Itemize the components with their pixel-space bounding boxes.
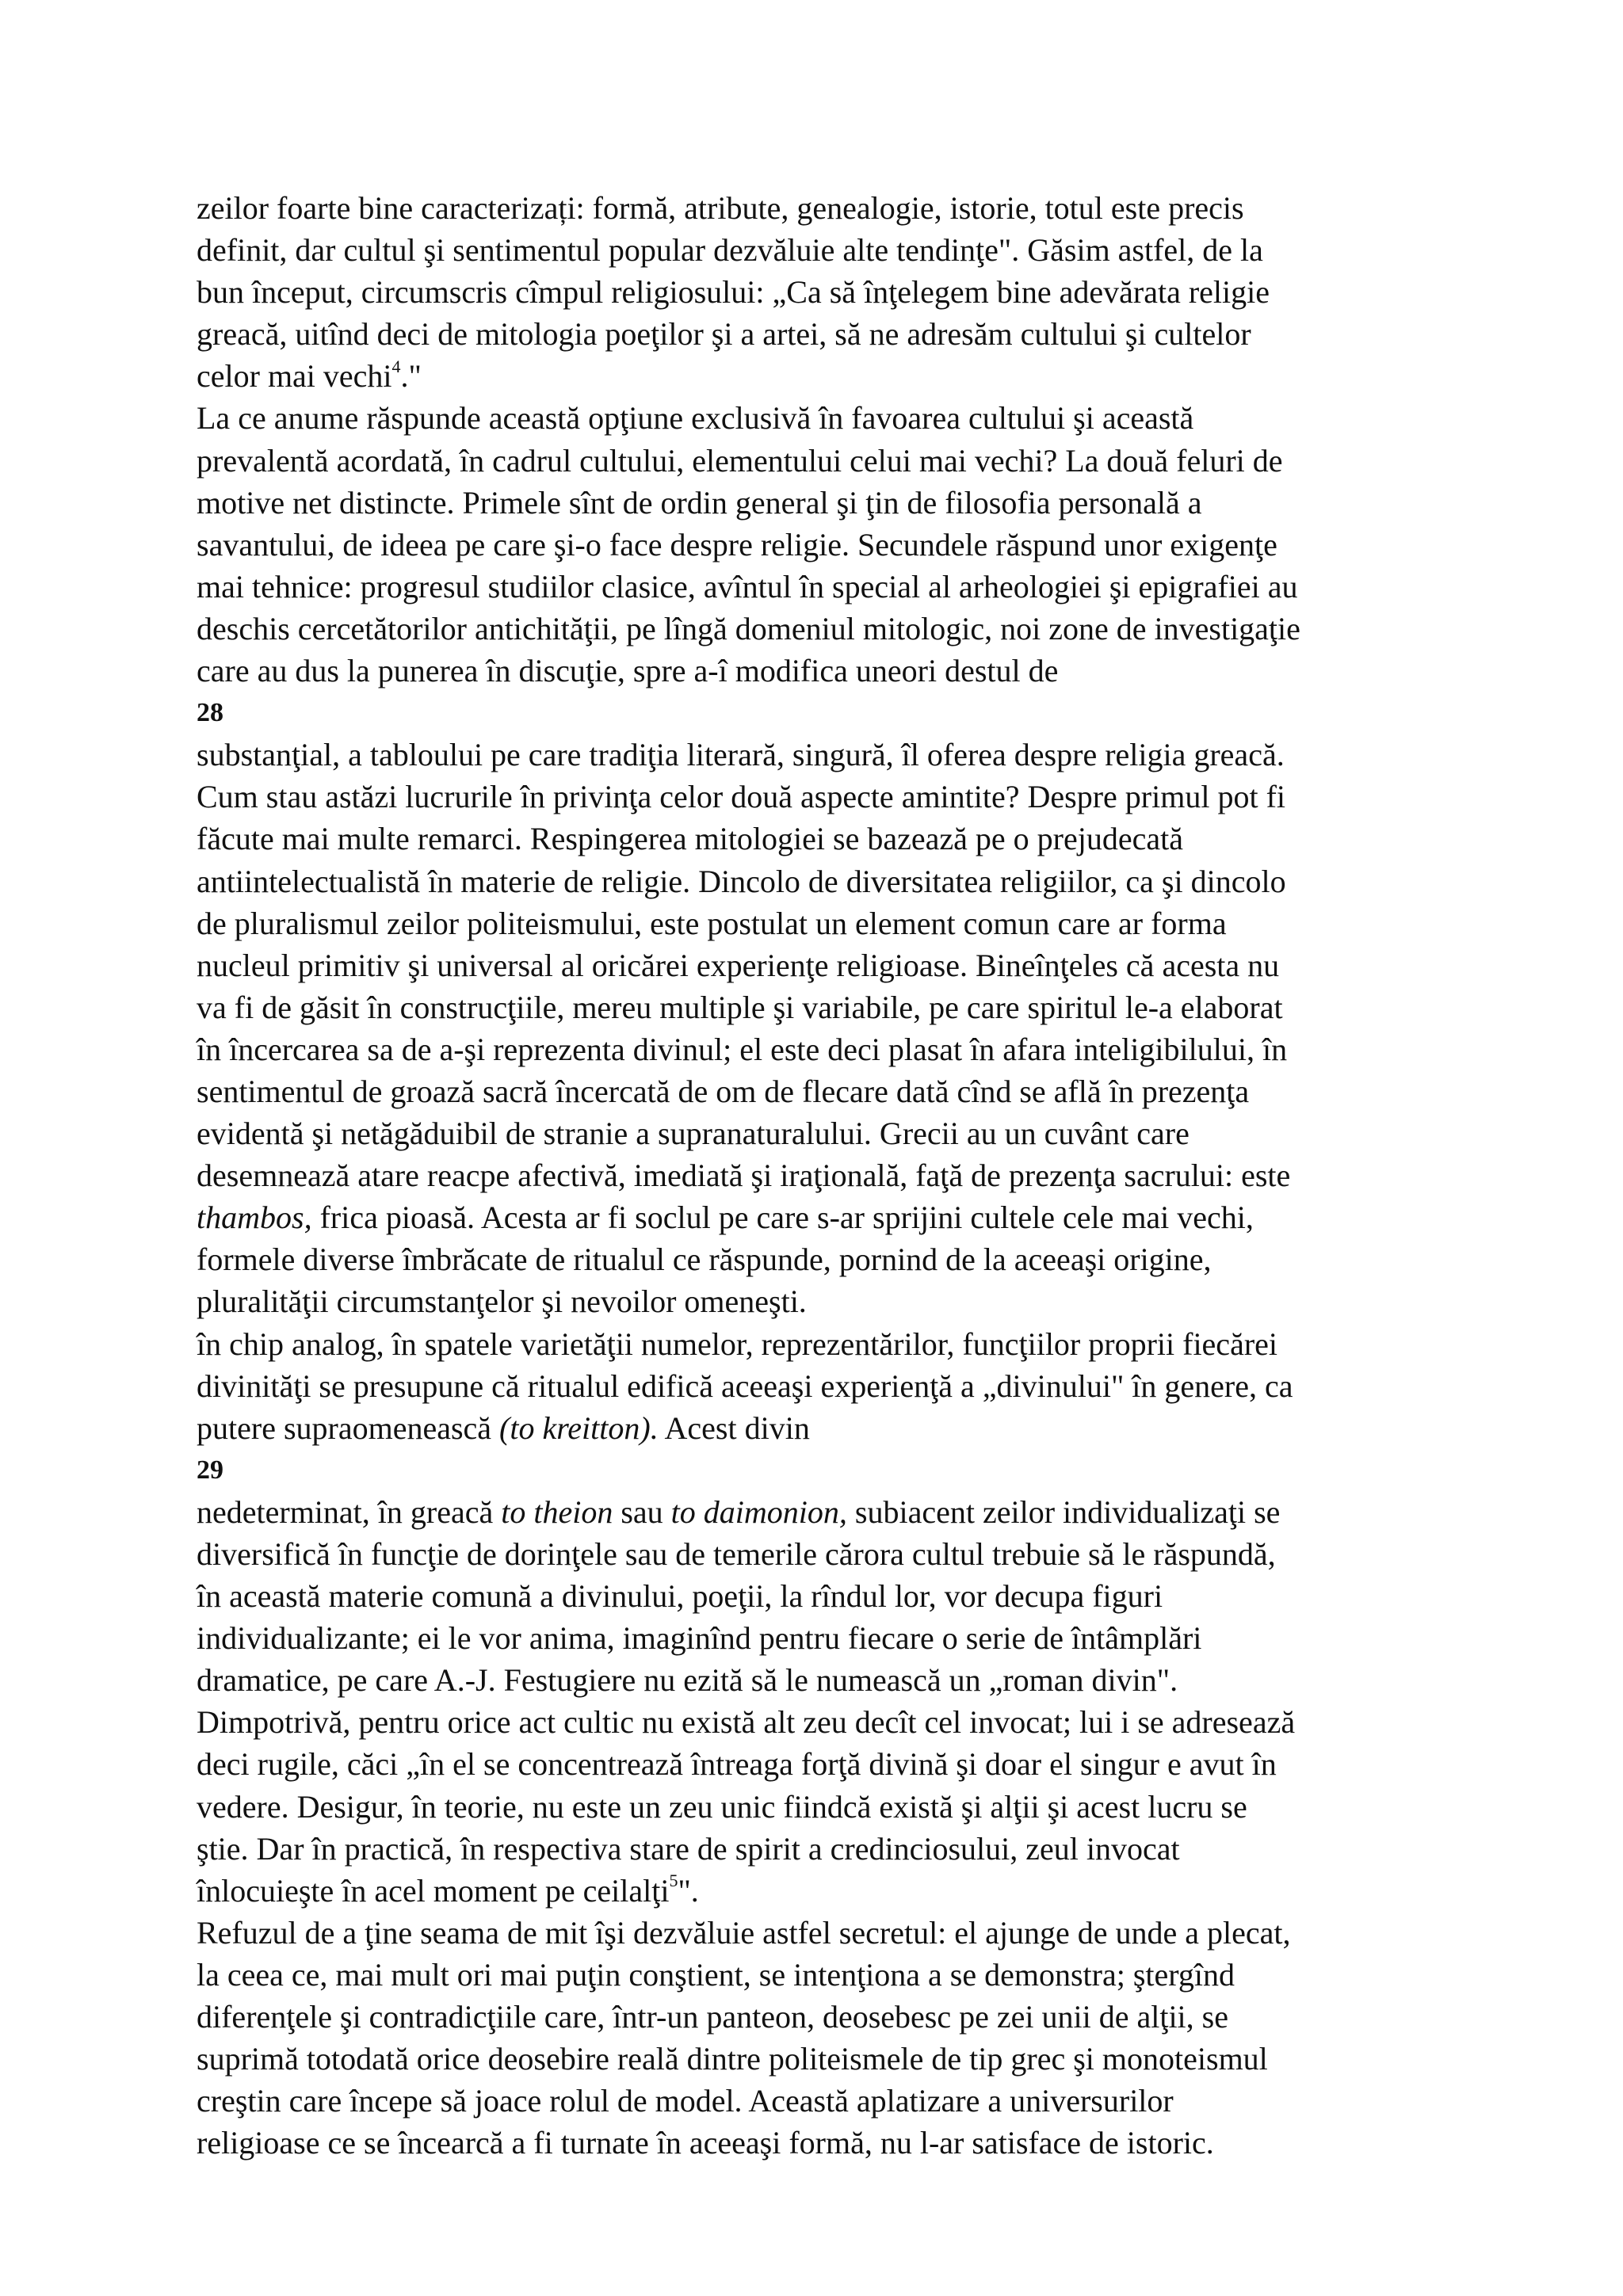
text-line: antiintelectualistă în materie de religie. Dincolo de diversitatea religiilor, ca şi dincolo xyxy=(197,863,1286,899)
text-line: de pluralismul zeilor politeismului, este postulat un element comun care ar forma xyxy=(197,905,1227,941)
footnote-marker: 4 xyxy=(391,357,401,377)
text-line: nucleul primitiv şi universal al oricărei experienţe religioase. Bineînţeles că acesta nu xyxy=(197,947,1280,983)
text-line: substanţial, a tabloului pe care tradiţia literară, singură, îl oferea despre religia greacă. xyxy=(197,737,1285,773)
text-line: în chip analog, în spatele varietăţii numelor, reprezentărilor, funcţiilor proprii fiecărei xyxy=(197,1325,1278,1362)
text-line xyxy=(197,1491,1465,1533)
text-line: suprimă totodată orice deosebire reală dintre politeismele de tip grec şi monoteismul xyxy=(197,2041,1268,2077)
text-line: motive net distincte. Primele sînt de ordin general şi ţin de filosofia personală a xyxy=(197,484,1202,521)
text-line: La ce anume răspunde această opţiune exclusivă în favoarea cultului şi această xyxy=(197,400,1194,437)
text-line: divinităţi se presupune că ritualul edifică aceeaşi experienţă a „divinului" în genere, ca xyxy=(197,1367,1293,1404)
text-span: ." xyxy=(400,358,422,395)
text-line: în încercarea sa de a-şi reprezenta divinul; el este deci plasat în afara inteligibilului, în xyxy=(197,1031,1288,1067)
page-number: 29 xyxy=(197,1455,223,1485)
text-line: mai tehnice: progresul studiilor clasice, avîntul în special al arheologiei şi epigrafiei au xyxy=(197,568,1298,605)
text-line: în această materie comună a divinului, poeţii, la rîndul lor, vor decupa figuri xyxy=(197,1578,1163,1615)
text-span: înlocuieşte în acel moment pe ceilalţi xyxy=(197,1872,670,1909)
italic-term: to theion xyxy=(501,1493,613,1530)
text-line: care au dus la punerea în discuţie, spre a-î modifica uneori destul de xyxy=(197,653,1059,689)
text-span: frica pioasă. Acesta ar fi soclul pe care s-ar sprijini cultele cele mai vechi, xyxy=(311,1199,1254,1236)
text-line: formele diverse îmbrăcate de ritualul ce răspunde, pornind de la aceeaşi origine, xyxy=(197,1241,1212,1278)
document-page xyxy=(197,187,1465,2164)
text-line: diversifică în funcţie de dorinţele sau de temerile cărora cultul trebuie să le răspundă, xyxy=(197,1536,1276,1572)
text-line: la ceea ce, mai mult ori mai puţin conştient, se intenţiona a se demonstra; ştergînd xyxy=(197,1956,1235,1993)
text-line: savantului, de ideea pe care şi-o face despre religie. Secundele răspund unor exigenţe xyxy=(197,526,1277,563)
text-line: ştie. Dar în practică, în respectiva stare de spirit a credinciosului, zeul invocat xyxy=(197,1830,1180,1867)
text-line: Cum stau astăzi lucrurile în privinţa celor două aspecte amintite? Despre primul pot fi xyxy=(197,779,1286,815)
text-span: celor mai vechi xyxy=(197,358,392,395)
footnote-marker: 5 xyxy=(669,1871,678,1891)
text-line: făcute mai multe remarci. Respingerea mitologiei se bazează pe o prejudecată xyxy=(197,821,1183,857)
text-line: Dimpotrivă, pentru orice act cultic nu există alt zeu decît cel invocat; lui i se adresează xyxy=(197,1704,1296,1741)
text-span: sau xyxy=(613,1493,671,1530)
text-line: va fi de găsit în construcţiile, mereu multiple şi variabile, pe care spiritul le-a elaborat xyxy=(197,989,1283,1025)
text-line: diferenţele şi contradicţiile care, într-un panteon, deosebesc pe zei unii de alţii, se xyxy=(197,1999,1228,2035)
text-line: deci rugile, căci „în el se concentrează întreaga forţă divină şi doar el singur e avut în xyxy=(197,1746,1277,1783)
text-span: nedeterminat, în greacă xyxy=(197,1493,502,1530)
text-line xyxy=(197,1407,1465,1449)
text-line: bun început, circumscris cîmpul religiosului: „Ca să înţelegem bine adevărata religie xyxy=(197,274,1270,311)
text-line: creştin care începe să joace rolul de model. Această aplatizare a universurilor xyxy=(197,2083,1174,2119)
italic-term: (to kreitton). xyxy=(499,1409,659,1446)
text-line: religioase ce se încearcă a fi turnate în aceeaşi formă, nu l-ar satisface de istoric. xyxy=(197,2125,1214,2161)
text-span: subiacent zeilor individualizaţi se xyxy=(846,1493,1281,1530)
text-line: definit, dar cultul şi sentimentul popular dezvăluie alte tendinţe". Găsim astfel, de la xyxy=(197,232,1263,269)
text-line: individualizante; ei le vor anima, imaginînd pentru fiecare o serie de întâmplări xyxy=(197,1620,1202,1657)
text-line: vedere. Desigur, în teorie, nu este un zeu unic fiindcă există şi alţii şi acest lucru se xyxy=(197,1788,1247,1825)
text-line: prevalentă acordată, în cadrul cultului, elementului celui mai vechi? La două feluri de xyxy=(197,442,1283,479)
text-span: putere supraomenească xyxy=(197,1409,500,1446)
text-line: greacă, uitînd deci de mitologia poeţilor şi a artei, să ne adresăm cultului şi cultelor xyxy=(197,316,1251,353)
text-span: Acest divin xyxy=(658,1409,810,1446)
page-number: 28 xyxy=(197,698,223,728)
text-line xyxy=(197,355,1465,397)
text-line: pluralităţii circumstanţelor şi nevoilor omeneşti. xyxy=(197,1283,807,1320)
text-line: deschis cercetătorilor antichităţii, pe lîngă domeniul mitologic, noi zone de investigaţie xyxy=(197,610,1300,646)
text-line: dramatice, pe care A.-J. Festugiere nu ezită să le numească un „roman divin". xyxy=(197,1662,1178,1699)
text-line: Refuzul de a ţine seama de mit îşi dezvăluie astfel secretul: el ajunge de unde a plecat, xyxy=(197,1914,1291,1951)
text-line xyxy=(197,1870,1465,1912)
text-span: ". xyxy=(678,1872,699,1909)
text-line: evidentă şi netăgăduibil de stranie a supranaturalului. Grecii au un cuvânt care xyxy=(197,1116,1190,1152)
italic-term: thambos, xyxy=(197,1199,312,1236)
text-line xyxy=(197,1196,1465,1238)
italic-term: to daimonion, xyxy=(670,1493,847,1530)
text-line: desemnează atare reacpe afectivă, imediată şi iraţională, faţă de prezenţa sacrului: este xyxy=(197,1158,1291,1194)
text-line: zeilor foarte bine caracterizați: formă, atribute, genealogie, istorie, totul este precis xyxy=(197,190,1244,226)
text-line: sentimentul de groază sacră încercată de om de flecare dată cînd se află în prezenţa xyxy=(197,1073,1250,1109)
